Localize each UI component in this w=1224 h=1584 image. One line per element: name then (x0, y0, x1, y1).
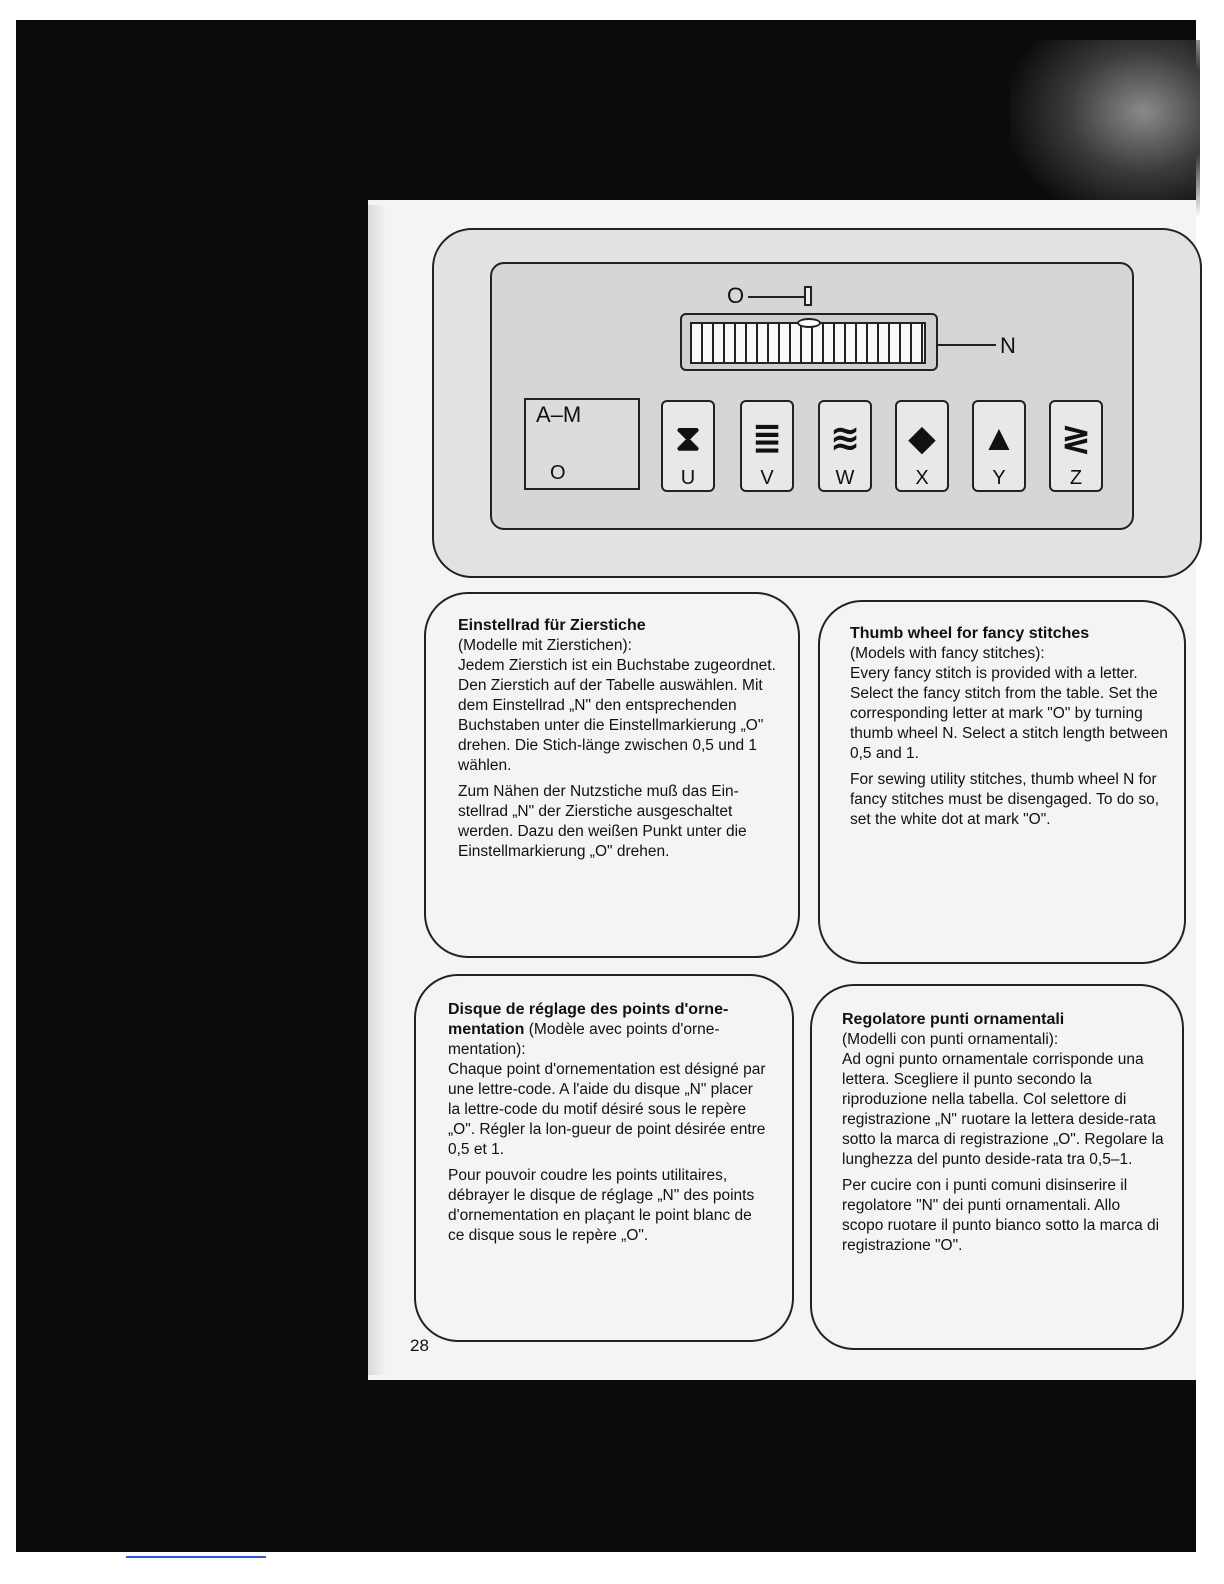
section-german (424, 592, 800, 958)
stitch-x-icon: ◆ (908, 417, 936, 458)
bottom-divider (126, 1556, 266, 1558)
utility-stitch-mark: O (550, 462, 566, 484)
section-title: Einstellrad für Zierstiche (458, 617, 646, 634)
stitch-pattern-x (895, 400, 949, 492)
section-paragraph: Chaque point d'ornementation est désigné par une lettre-code. A l'aide du disque „N" placer la lettre-code du motif désiré sous le repère „O". Régler la lon-gueur de point désirée entre 0,5 et 1. (448, 1061, 766, 1158)
section-subtitle: (Modelle mit Zierstichen): (458, 637, 632, 654)
wheel-label: N (1000, 333, 1016, 358)
section-paragraph: Per cucire con i punti comuni disinserire il regolatore "N" dei punti ornamentali. Allo scopo ruotare il punto bianco sotto la marca di registrazione "O". (842, 1177, 1160, 1254)
stitch-letter: W (835, 467, 855, 489)
section-paragraph: Pour pouvoir coudre les points utilitaires, débrayer le disque de réglage „N" des points d'ornementation en plaçant le point blanc de ce disque sous le repère „O". (448, 1167, 755, 1244)
dial-mark-pin (804, 286, 812, 306)
section-paragraph: Zum Nähen der Nutzstiche muß das Ein-stellrad „N" der Zierstiche ausgeschaltet werden. Dazu den weißen Punkt unter die Einstellmarkierung „O" drehen. (458, 783, 747, 860)
stitch-letter: V (760, 467, 774, 489)
section-paragraph: For sewing utility stitches, thumb wheel N for fancy stitches must be disengaged. To do so, set the white dot at mark "O". (850, 771, 1160, 828)
section-title: Thumb wheel for fancy stitches (850, 625, 1090, 642)
stitch-pattern-v (740, 400, 794, 492)
page-number: 28 (410, 1336, 429, 1355)
dial-mark-label: O (727, 283, 745, 308)
section-subtitle: (Modèle avec points d'orne-mentation): (448, 1021, 720, 1058)
stitch-pattern-u (661, 400, 715, 492)
page-binding-edge (368, 205, 386, 1375)
stitch-letter: U (680, 467, 696, 489)
stitch-u-icon: ⧗ (675, 417, 701, 458)
stitch-letter: X (915, 467, 929, 489)
section-subtitle: (Modelli con punti ornamentali): (842, 1031, 1059, 1048)
stitch-pattern-y (972, 400, 1026, 492)
stitch-pattern-w (818, 400, 872, 492)
section-italian (810, 984, 1184, 1350)
section-heading (448, 1000, 768, 1060)
section-paragraph: Ad ogni punto ornamentale corrisponde una lettera. Scegliere il punto secondo la riproduzione nella tabella. Col selettore di registrazione „N" ruotare la lettera deside-rata sotto la marca di registrazione „O". Regolare la lunghezza del punto deside-rata tra 0,5–1. (842, 1051, 1164, 1168)
utility-stitch-range-label: A–M (536, 402, 582, 427)
section-english (818, 600, 1186, 964)
stitch-letter: Z (1069, 467, 1083, 489)
dial-mark-line (748, 296, 804, 298)
scan-glare (1010, 40, 1200, 220)
section-french (414, 974, 794, 1342)
stitch-y-icon: ▲ (981, 417, 1017, 458)
thumb-wheel-ribs (690, 322, 926, 364)
section-paragraph: Jedem Zierstich ist ein Buchstabe zugeordnet. Den Zierstich auf der Tabelle auswählen. Mit dem Einstellrad „N" den entsprechenden Buchstaben unter die Einstellmarkierung „O" drehen. Die Stich-länge zwischen 0,5 und 1 wählen. (458, 657, 776, 774)
stitch-w-icon: ≋ (829, 417, 861, 458)
section-title: Disque de réglage des points d'orne-mentation (448, 1001, 729, 1038)
thumb-wheel-white-dot (797, 318, 821, 328)
section-subtitle: (Models with fancy stitches): (850, 645, 1045, 662)
section-paragraph: Every fancy stitch is provided with a letter. Select the fancy stitch from the table. Set the corresponding letter at mark "O" by turning thumb wheel N. Select a stitch length between 0,5 and 1. (850, 665, 1168, 762)
stitch-pattern-z (1049, 400, 1103, 492)
stitch-v-icon: ≣ (751, 417, 783, 458)
stitch-z-icon: ≷ (1060, 417, 1092, 458)
stitch-letter: Y (992, 467, 1006, 489)
wheel-pointer-line (936, 344, 996, 346)
section-title: Regolatore punti ornamentali (842, 1011, 1065, 1028)
